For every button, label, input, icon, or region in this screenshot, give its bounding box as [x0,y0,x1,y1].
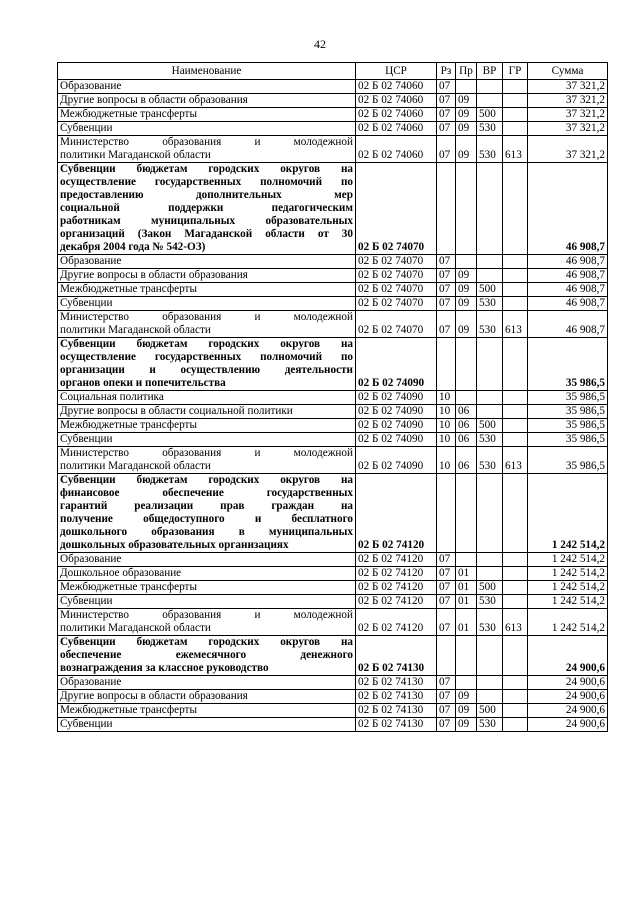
header-gr: ГР [503,63,528,80]
row-name [58,718,356,732]
row-vr: 500 [477,419,503,433]
row-sum: 1 242 514,2 [528,474,608,553]
row-sum: 35 986,5 [528,419,608,433]
row-vr [477,676,503,690]
row-rz: 07 [437,297,456,311]
row-vr [477,690,503,704]
row-csr: 02 Б 02 74090 [356,338,437,391]
row-sum: 1 242 514,2 [528,567,608,581]
row-name-line: гарантий реализации прав граждан на [60,500,353,512]
row-csr: 02 Б 02 74130 [356,690,437,704]
row-vr [477,553,503,567]
row-gr [503,419,528,433]
row-vr [477,567,503,581]
row-pr [456,553,477,567]
row-rz: 07 [437,567,456,581]
row-gr [503,108,528,122]
row-gr [503,636,528,676]
row-gr [503,595,528,609]
table-row [58,581,608,595]
table-row [58,338,608,391]
row-name [58,391,356,405]
row-name [58,419,356,433]
row-sum: 46 908,7 [528,163,608,255]
row-name-line: Образование [60,676,122,688]
row-pr: 09 [456,108,477,122]
row-rz: 10 [437,419,456,433]
row-rz: 10 [437,391,456,405]
row-name-line: Образование [60,255,122,267]
table-row [58,690,608,704]
row-csr: 02 Б 02 74120 [356,609,437,636]
row-name-line: Другие вопросы в области образования [60,94,248,106]
row-name-line: органов опеки и попечительства [60,377,226,389]
row-vr: 530 [477,136,503,163]
row-pr [456,636,477,676]
row-csr: 02 Б 02 74060 [356,122,437,136]
row-name-line: Субвенции [60,297,113,309]
row-name-line: Субвенции [60,595,113,607]
table-row [58,433,608,447]
row-rz: 07 [437,718,456,732]
row-rz: 10 [437,405,456,419]
row-vr: 500 [477,108,503,122]
row-name-line: осуществление государственных полномочий по [60,351,353,363]
row-name-line: Образование [60,553,122,565]
table-row [58,391,608,405]
row-name-line: Министерство образования и молодежной [60,609,353,621]
row-pr: 01 [456,595,477,609]
row-gr [503,567,528,581]
row-name [58,163,356,255]
row-gr [503,297,528,311]
row-gr [503,269,528,283]
row-rz: 07 [437,269,456,283]
row-gr [503,690,528,704]
row-vr [477,474,503,553]
row-vr [477,94,503,108]
row-vr: 530 [477,447,503,474]
row-vr: 500 [477,704,503,718]
table-row [58,718,608,732]
row-name-line: получение общедоступного и бесплатного [60,513,353,525]
row-csr: 02 Б 02 74120 [356,581,437,595]
row-gr [503,581,528,595]
row-gr [503,80,528,94]
row-rz: 07 [437,609,456,636]
row-sum: 1 242 514,2 [528,553,608,567]
row-name-line: Субвенции бюджетам городских округов на [60,163,353,175]
row-rz: 07 [437,595,456,609]
row-name-line: политики Магаданской области [60,622,211,634]
row-gr [503,405,528,419]
table-row [58,108,608,122]
row-csr: 02 Б 02 74120 [356,567,437,581]
row-sum: 35 986,5 [528,405,608,419]
row-vr: 530 [477,718,503,732]
row-sum: 1 242 514,2 [528,609,608,636]
header-csr: ЦСР [356,63,437,80]
row-csr: 02 Б 02 74120 [356,553,437,567]
table-row [58,609,608,636]
row-csr: 02 Б 02 74090 [356,447,437,474]
row-name [58,94,356,108]
row-name-line: вознаграждения за классное руководство [60,662,269,674]
row-name [58,297,356,311]
row-name-line: Образование [60,80,122,92]
row-rz: 10 [437,433,456,447]
row-sum: 37 321,2 [528,94,608,108]
row-csr: 02 Б 02 74060 [356,108,437,122]
row-name-line: Дошкольное образование [60,567,182,579]
row-name [58,80,356,94]
row-pr: 01 [456,609,477,636]
row-name-line: Субвенции бюджетам городских округов на [60,338,353,350]
row-name-line: Межбюджетные трансферты [60,108,197,120]
row-gr [503,338,528,391]
row-vr [477,255,503,269]
table-row [58,297,608,311]
row-gr [503,474,528,553]
row-csr: 02 Б 02 74090 [356,433,437,447]
row-pr: 09 [456,690,477,704]
row-gr [503,433,528,447]
row-gr [503,553,528,567]
row-csr: 02 Б 02 74130 [356,636,437,676]
row-gr [503,718,528,732]
row-sum: 24 900,6 [528,704,608,718]
row-name-line: Социальная политика [60,391,164,403]
table-row [58,283,608,297]
row-sum: 37 321,2 [528,108,608,122]
table-row [58,636,608,676]
row-name [58,122,356,136]
row-pr: 06 [456,419,477,433]
row-vr [477,269,503,283]
row-pr [456,163,477,255]
row-name [58,474,356,553]
row-sum: 35 986,5 [528,447,608,474]
row-pr: 09 [456,94,477,108]
row-rz: 07 [437,581,456,595]
row-name-line: организаций (Закон Магаданской области от 30 [60,228,353,240]
row-name-line: Межбюджетные трансферты [60,419,197,431]
row-name [58,567,356,581]
table-row [58,94,608,108]
row-rz [437,474,456,553]
row-sum: 24 900,6 [528,676,608,690]
row-csr: 02 Б 02 74120 [356,595,437,609]
row-rz: 07 [437,704,456,718]
header-rz: Рз [437,63,456,80]
row-vr: 530 [477,433,503,447]
row-vr [477,163,503,255]
row-vr: 500 [477,581,503,595]
row-name [58,704,356,718]
row-name-line: Субвенции [60,718,113,730]
row-sum: 46 908,7 [528,283,608,297]
row-rz: 07 [437,553,456,567]
row-rz: 07 [437,80,456,94]
header-sum: Сумма [528,63,608,80]
row-vr: 530 [477,122,503,136]
row-gr: 613 [503,447,528,474]
page-number: 42 [314,37,326,51]
row-name [58,581,356,595]
row-name-line: Субвенции бюджетам городских округов на [60,636,353,648]
row-sum: 35 986,5 [528,433,608,447]
row-csr: 02 Б 02 74070 [356,269,437,283]
row-vr: 530 [477,595,503,609]
row-gr [503,163,528,255]
row-name-line: Межбюджетные трансферты [60,581,197,593]
table-row [58,269,608,283]
table-row [58,595,608,609]
row-name-line: осуществление государственных полномочий по [60,176,353,188]
header-pr: Пр [456,63,477,80]
row-sum: 1 242 514,2 [528,581,608,595]
row-csr: 02 Б 02 74130 [356,704,437,718]
row-gr [503,94,528,108]
row-gr: 613 [503,311,528,338]
row-name-line: работникам муниципальных образовательных [60,215,353,227]
table-row [58,122,608,136]
row-name [58,108,356,122]
row-gr [503,391,528,405]
row-vr: 530 [477,609,503,636]
row-name-line: политики Магаданской области [60,324,211,336]
table-row [58,447,608,474]
row-name-line: Межбюджетные трансферты [60,704,197,716]
row-name [58,636,356,676]
row-sum: 37 321,2 [528,80,608,94]
row-name-line: организации и осуществлению деятельности [60,364,353,376]
row-pr: 09 [456,311,477,338]
row-sum: 46 908,7 [528,255,608,269]
row-sum: 46 908,7 [528,297,608,311]
row-name [58,676,356,690]
row-csr: 02 Б 02 74090 [356,391,437,405]
row-vr: 530 [477,311,503,338]
row-name [58,136,356,163]
table-row [58,80,608,94]
row-gr [503,283,528,297]
row-rz: 07 [437,136,456,163]
row-rz [437,338,456,391]
row-name-line: Субвенции бюджетам городских округов на [60,474,353,486]
table-row [58,553,608,567]
header-name: Наименование [58,63,356,80]
row-csr: 02 Б 02 74130 [356,676,437,690]
row-name [58,269,356,283]
row-csr: 02 Б 02 74070 [356,297,437,311]
row-name-line: дошкольных образовательных организациях [60,539,289,551]
row-csr: 02 Б 02 74070 [356,311,437,338]
table-row [58,311,608,338]
row-gr [503,704,528,718]
row-pr: 09 [456,297,477,311]
row-name [58,283,356,297]
row-csr: 02 Б 02 74070 [356,163,437,255]
row-name-line: дошкольного образования в муниципальных [60,526,353,538]
row-name [58,405,356,419]
table-row [58,163,608,255]
table-row [58,567,608,581]
table-body [58,80,608,732]
row-pr: 09 [456,718,477,732]
row-sum: 46 908,7 [528,311,608,338]
row-rz: 07 [437,283,456,297]
row-pr: 09 [456,122,477,136]
row-name-line: Министерство образования и молодежной [60,136,353,148]
row-csr: 02 Б 02 74120 [356,474,437,553]
row-pr [456,255,477,269]
row-pr: 09 [456,283,477,297]
row-sum: 24 900,6 [528,718,608,732]
row-name [58,433,356,447]
budget-table [57,62,608,732]
row-name [58,255,356,269]
row-vr [477,338,503,391]
row-name [58,609,356,636]
row-pr: 06 [456,405,477,419]
row-rz: 07 [437,255,456,269]
row-pr [456,80,477,94]
row-csr: 02 Б 02 74090 [356,419,437,433]
row-name-line: Министерство образования и молодежной [60,447,353,459]
row-pr [456,474,477,553]
row-vr: 500 [477,283,503,297]
row-name-line: декабря 2004 года № 542-ОЗ) [60,241,206,253]
row-rz: 07 [437,122,456,136]
row-name-line: Другие вопросы в области образования [60,269,248,281]
row-sum: 35 986,5 [528,391,608,405]
row-name-line: Субвенции [60,122,113,134]
row-vr [477,405,503,419]
row-name [58,311,356,338]
row-gr: 613 [503,609,528,636]
table-row [58,676,608,690]
row-name [58,553,356,567]
row-name [58,447,356,474]
row-pr: 06 [456,433,477,447]
row-rz [437,163,456,255]
row-sum: 1 242 514,2 [528,595,608,609]
row-vr [477,636,503,676]
row-gr [503,255,528,269]
row-sum: 37 321,2 [528,122,608,136]
row-pr: 06 [456,447,477,474]
row-sum: 35 986,5 [528,338,608,391]
row-csr: 02 Б 02 74060 [356,80,437,94]
row-name-line: Субвенции [60,433,113,445]
row-pr: 09 [456,269,477,283]
row-name-line: обеспечение ежемесячного денежного [60,649,353,661]
row-vr [477,391,503,405]
row-rz: 07 [437,108,456,122]
row-name-line: Другие вопросы в области образования [60,690,248,702]
row-rz: 07 [437,676,456,690]
table-row [58,704,608,718]
table-row [58,405,608,419]
row-csr: 02 Б 02 74090 [356,405,437,419]
row-name-line: политики Магаданской области [60,149,211,161]
row-vr: 530 [477,297,503,311]
row-pr [456,338,477,391]
row-rz: 10 [437,447,456,474]
row-pr: 01 [456,581,477,595]
row-vr [477,80,503,94]
row-sum: 24 900,6 [528,690,608,704]
row-csr: 02 Б 02 74070 [356,255,437,269]
header-vr: ВР [477,63,503,80]
table-row [58,419,608,433]
row-sum: 46 908,7 [528,269,608,283]
table-row [58,136,608,163]
row-name-line: Другие вопросы в области социальной политики [60,405,293,417]
row-name-line: социальной поддержки педагогическим [60,202,353,214]
table-header-row [58,63,608,80]
row-name-line: финансовое обеспечение государственных [60,487,353,499]
row-name-line: политики Магаданской области [60,460,211,472]
row-gr [503,676,528,690]
row-name [58,690,356,704]
row-name-line: Межбюджетные трансферты [60,283,197,295]
table-row [58,474,608,553]
row-csr: 02 Б 02 74070 [356,283,437,297]
row-sum: 37 321,2 [528,136,608,163]
row-rz [437,636,456,676]
table-row [58,255,608,269]
row-rz: 07 [437,311,456,338]
row-gr: 613 [503,136,528,163]
row-pr: 09 [456,136,477,163]
row-sum: 24 900,6 [528,636,608,676]
row-pr: 01 [456,567,477,581]
row-name-line: предоставлению дополнительных мер [60,189,353,201]
row-csr: 02 Б 02 74060 [356,136,437,163]
row-pr [456,676,477,690]
row-pr [456,391,477,405]
row-name-line: Министерство образования и молодежной [60,311,353,323]
row-name [58,595,356,609]
row-csr: 02 Б 02 74130 [356,718,437,732]
row-csr: 02 Б 02 74060 [356,94,437,108]
row-pr: 09 [456,704,477,718]
row-rz: 07 [437,690,456,704]
row-rz: 07 [437,94,456,108]
row-name [58,338,356,391]
row-gr [503,122,528,136]
